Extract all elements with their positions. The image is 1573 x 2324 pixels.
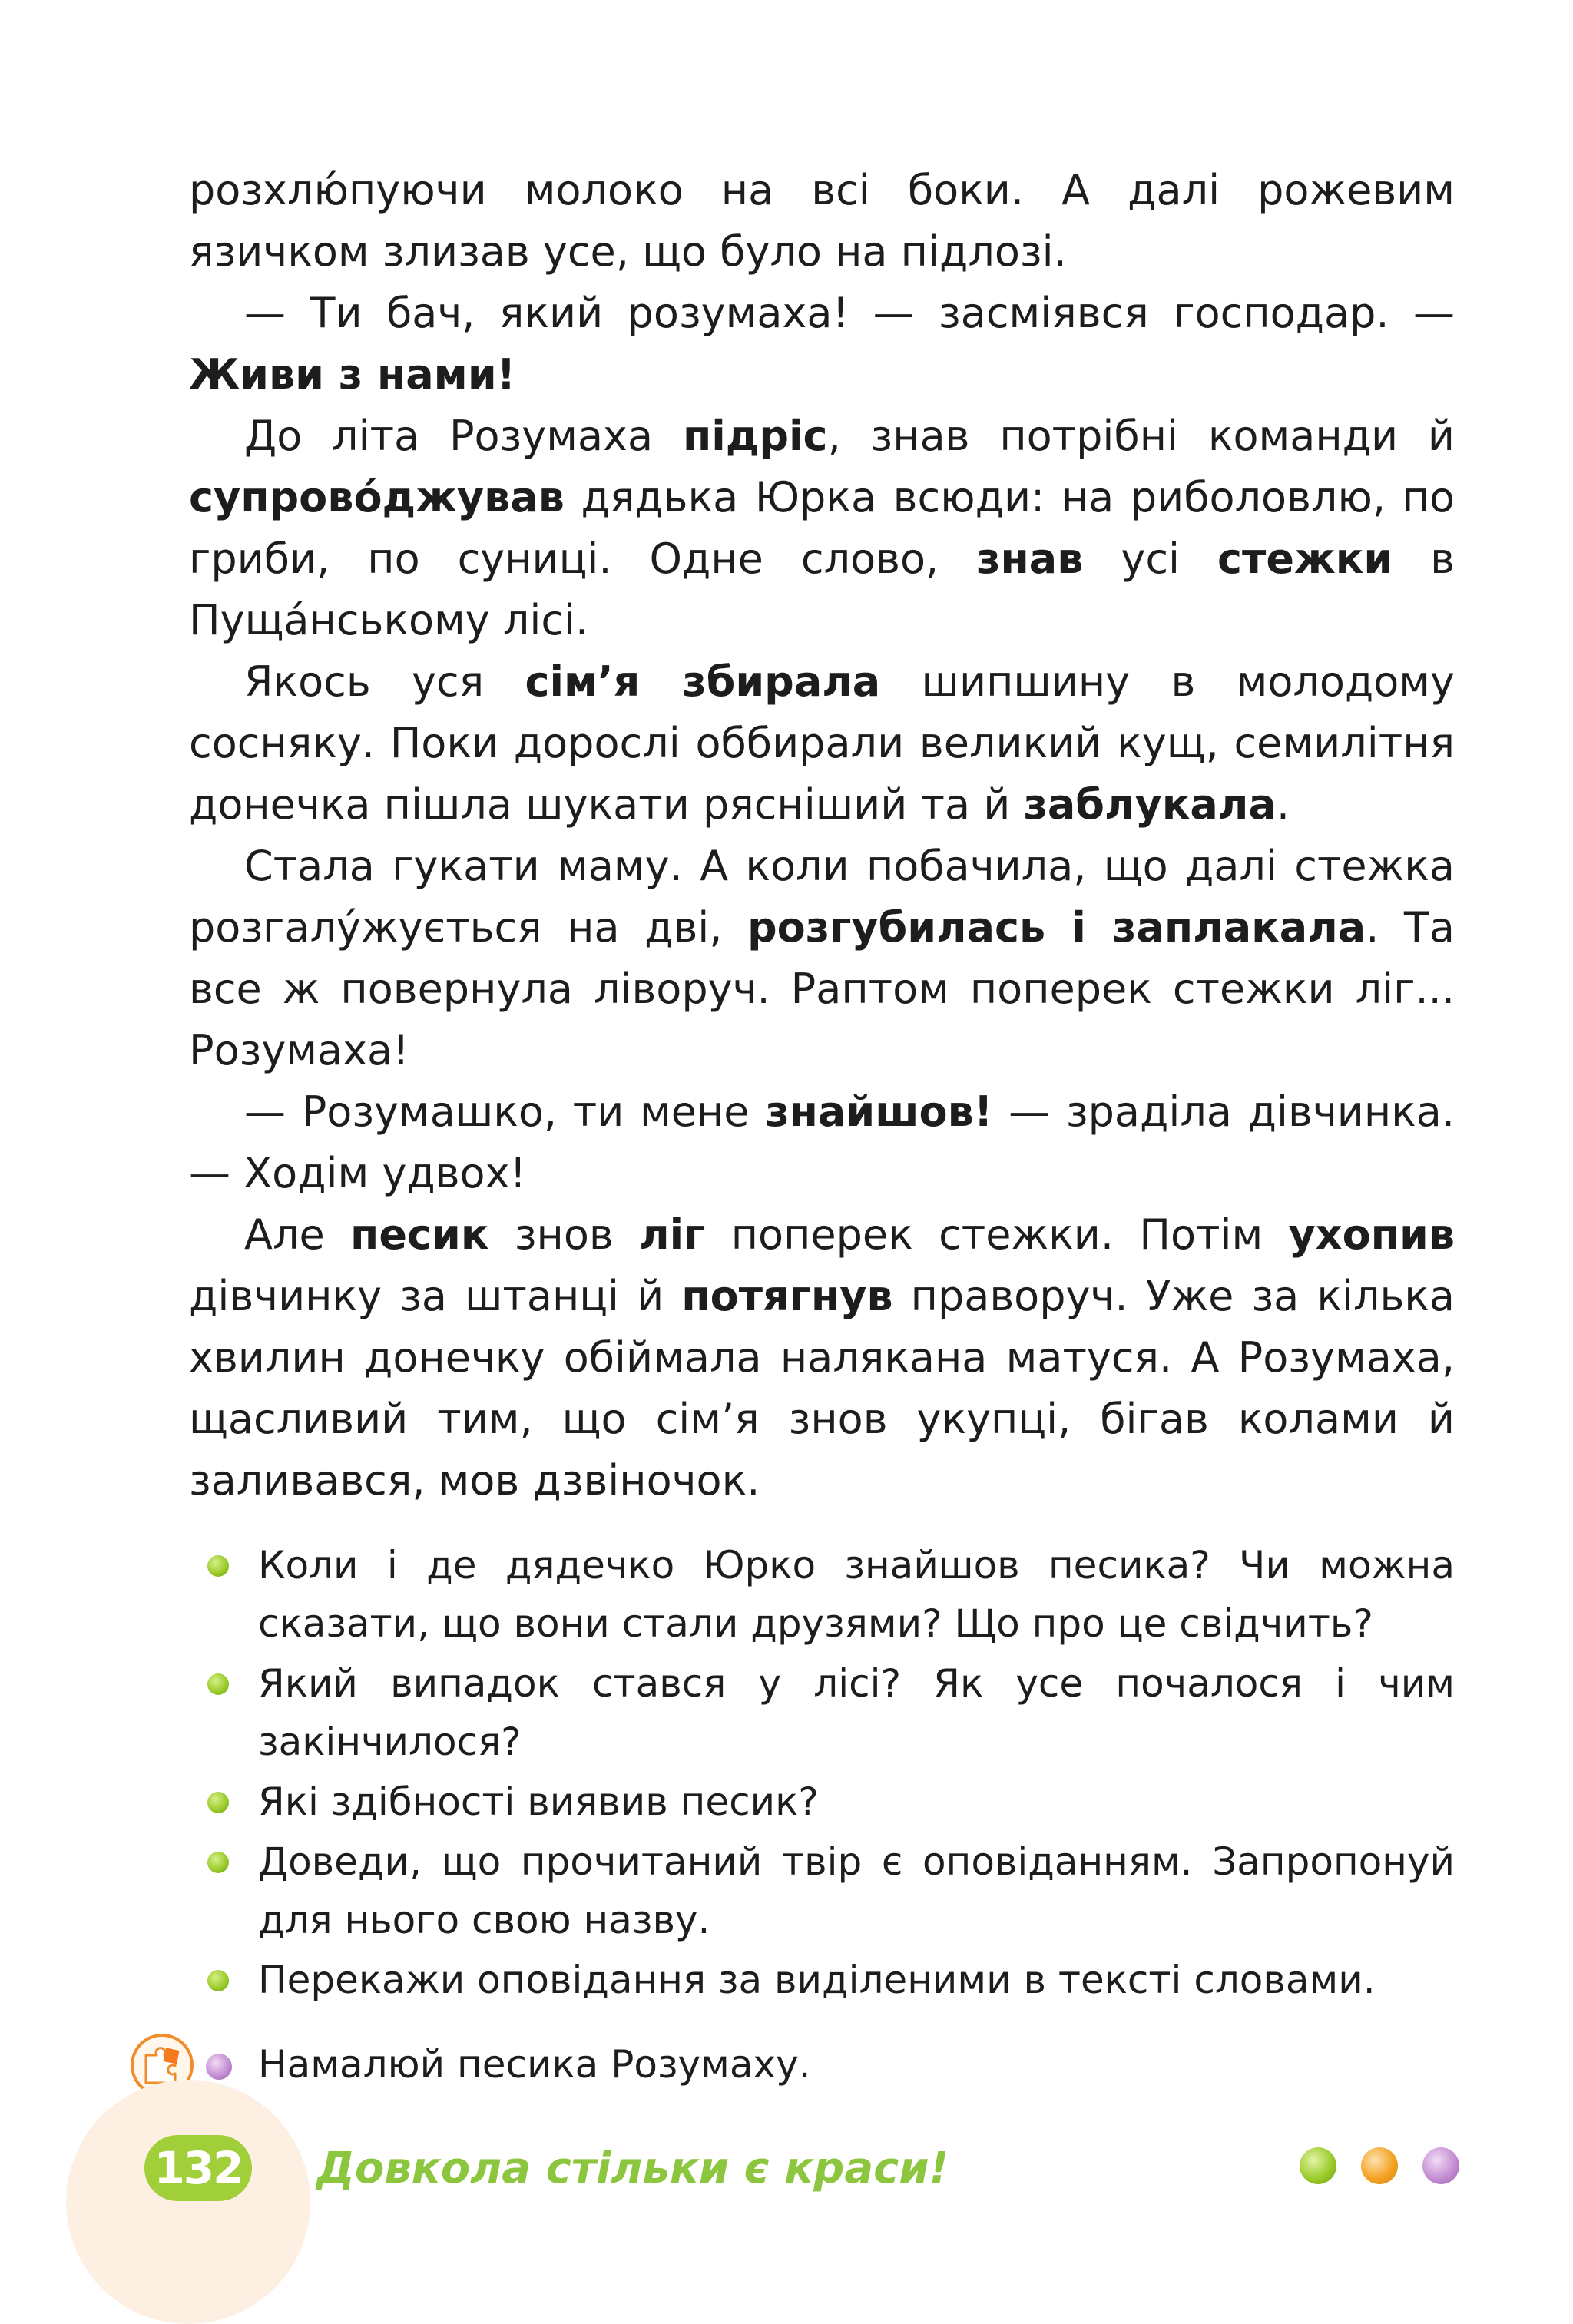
question-text: Який випадок стався у лісі? Як усе почалося і чим закінчилося? xyxy=(258,1661,1455,1764)
highlighted-word: ліг xyxy=(639,1210,706,1259)
highlighted-word: Живи з нами! xyxy=(189,350,516,399)
question-item xyxy=(207,1832,1455,1949)
green-bullet-icon xyxy=(207,1673,229,1695)
question-text: Коли і де дядечко Юрко знайшов песика? Чи можна сказати, що вони стали друзями? Що про це свідчить? xyxy=(258,1543,1455,1646)
question-text: Доведи, що прочитаний твір є оповіданням. Запропонуй для нього свою назву. xyxy=(258,1839,1455,1942)
story-paragraph-1: розхлю́пуючи молоко на всі боки. А далі рожевим язичком злизав усе, що було на підлозі. xyxy=(189,166,1455,276)
question-item xyxy=(207,1951,1455,2009)
purple-dot-icon xyxy=(1422,2147,1459,2184)
highlighted-word: знайшов! xyxy=(765,1088,993,1136)
green-dot-icon xyxy=(1300,2147,1336,2184)
purple-bullet-icon xyxy=(206,2054,232,2080)
question-text: Які здібності виявив песик? xyxy=(258,1779,819,1824)
highlighted-word: стежки xyxy=(1217,535,1393,583)
story-paragraph-4: Якось уся сім’я збирала шипшину в молодому сосняку. Поки дорослі оббирали великий кущ, семилітня донечка пішла шукати рясніший та й заблукала. xyxy=(189,657,1455,829)
story-paragraph-5: Стала гукати маму. А коли побачила, що далі стежка розгалу́жується на дві, розгубилась і заплакала. Та все ж повернула ліворуч. Раптом поперек стежки ліг... Розумаха! xyxy=(189,842,1455,1074)
green-bullet-icon xyxy=(207,1970,229,1991)
question-list xyxy=(207,1536,1455,2011)
story-paragraph-6: — Розумашко, ти мене знайшов! — зраділа дівчинка. — Ходім удвох! xyxy=(189,1088,1455,1197)
green-bullet-icon xyxy=(207,1852,229,1873)
highlighted-word: потягнув xyxy=(681,1272,893,1320)
question-item xyxy=(207,1773,1455,1831)
highlighted-word: підріс xyxy=(682,412,828,460)
highlighted-word: розгубилась і заплакала xyxy=(747,903,1366,952)
drawing-task xyxy=(129,2031,1455,2100)
story-paragraph-2: — Ти бач, який розумаха! — засміявся господар. — Живи з нами! xyxy=(189,289,1455,399)
footer-decoration-circle xyxy=(66,2080,310,2324)
question-text: Перекажи оповідання за виділеними в тексті словами. xyxy=(258,1958,1376,2002)
story-text xyxy=(189,160,1455,1511)
highlighted-word: знав xyxy=(976,535,1084,583)
green-bullet-icon xyxy=(207,1555,229,1577)
story-paragraph-7: Але песик знов ліг поперек стежки. Потім ухопив дівчинку за штанці й потягнув праворуч. Уже за кілька хвилин донечку обіймала налякана матуся. А Розумаха, щасливий тим, що сім’я знов укупці, бігав колами й заливався, мов дзвіночок. xyxy=(189,1210,1455,1505)
highlighted-word: супрово́джував xyxy=(189,473,565,521)
orange-dot-icon xyxy=(1361,2147,1398,2184)
highlighted-word: ухопив xyxy=(1288,1210,1455,1259)
section-title: Довкола стільки є краси! xyxy=(316,2144,949,2193)
green-bullet-icon xyxy=(207,1792,229,1813)
story-paragraph-3: До літа Розумаха підріс, знав потрібні команди й супрово́джував дядька Юрка всюди: на риболовлю, по гриби, по суниці. Одне слово, знав усі стежки в Пуща́нському лісі. xyxy=(189,412,1455,644)
task-text: Намалюй песика Розумаху. xyxy=(258,2042,811,2087)
highlighted-word: сім’я збирала xyxy=(525,657,881,706)
question-item xyxy=(207,1654,1455,1771)
question-item xyxy=(207,1536,1455,1653)
highlighted-word: заблукала xyxy=(1023,780,1277,829)
page-number: 132 xyxy=(144,2135,252,2201)
highlighted-word: песик xyxy=(350,1210,489,1259)
